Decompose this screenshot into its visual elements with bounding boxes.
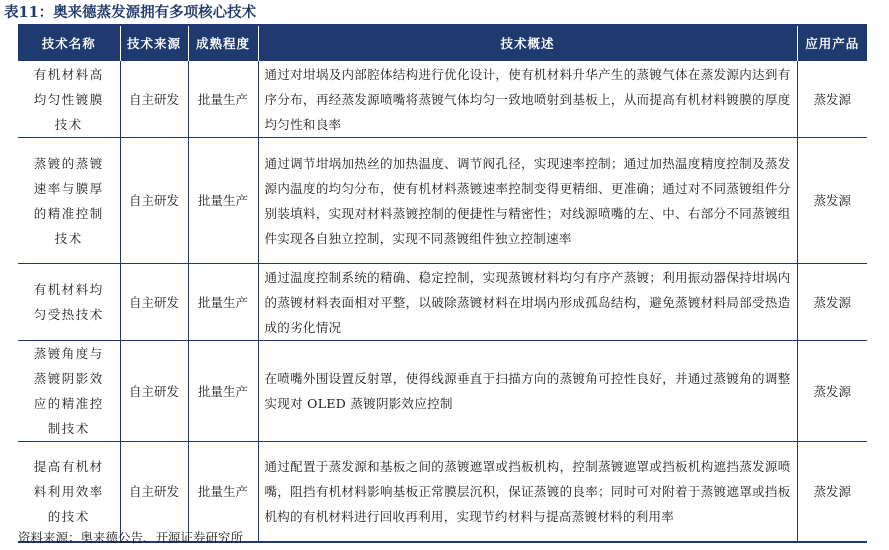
header-application: 应用产品 xyxy=(797,26,867,61)
tech-source-cell: 自主研发 xyxy=(120,138,188,264)
overview-cell: 通过对坩埚及内部腔体结构进行优化设计，使有机材料升华产生的蒸镀气体在蒸发源内达到有序分布，再经蒸发源喷嘴将蒸镀气体均匀一致地喷射到基板上，从而提高有机材料镀膜的厚度均匀性和良率 xyxy=(258,61,797,138)
overview-cell: 在喷嘴外围设置反射罩，使得线源垂直于扫描方向的蒸镀角可控性良好，并通过蒸镀角的调整实现对 OLED 蒸镀阴影效应控制 xyxy=(258,341,797,442)
core-technology-table xyxy=(18,26,867,543)
overview-cell: 通过配置于蒸发源和基板之间的蒸镀遮罩或挡板机构，控制蒸镀遮罩或挡板机构遮挡蒸发源喷嘴，阻挡有机材料影响基板正常膜层沉积，保证蒸镀的良率；同时可对附着于蒸镀遮罩或挡板机构的有机材料进行回收再利用，实现节约材料与提高蒸镀材料的利用率 xyxy=(258,442,797,542)
tech-source-cell: 自主研发 xyxy=(120,61,188,138)
overview-cell: 通过调节坩埚加热丝的加热温度、调节阀孔径，实现速率控制；通过加热温度精度控制及蒸发源内温度的均匀分布，使有机材料蒸镀速率控制变得更精细、更准确；通过对不同蒸镀组件分别装填料，实现对材料蒸镀控制的便捷性与精密性；对线源喷嘴的左、中、右部分不同蒸镀组件实现各自独立控制，实现不同蒸镀组件独立控制速率 xyxy=(258,138,797,264)
application-cell: 蒸发源 xyxy=(797,61,867,138)
tech-source-cell: 自主研发 xyxy=(120,341,188,442)
tech-name-cell: 提高有机材料利用效率的技术 xyxy=(18,442,120,542)
table-title: 表11：奥来德蒸发源拥有多项核心技术 xyxy=(4,4,257,21)
maturity-cell: 批量生产 xyxy=(188,138,258,264)
overview-cell: 通过温度控制系统的精确、稳定控制，实现蒸镀材料均匀有序产蒸镀；利用振动器保持坩埚内的蒸镀材料表面相对平整，以破除蒸镀材料在坩埚内形成孤岛结构，避免蒸镀材料局部受热造成的劣化情况 xyxy=(258,264,797,341)
tech-name-cell: 有机材料高均匀性镀膜技术 xyxy=(18,61,120,138)
maturity-cell: 批量生产 xyxy=(188,264,258,341)
application-cell: 蒸发源 xyxy=(797,341,867,442)
tech-name-cell: 有机材料均匀受热技术 xyxy=(18,264,120,341)
maturity-cell: 批量生产 xyxy=(188,442,258,542)
maturity-cell: 批量生产 xyxy=(188,341,258,442)
maturity-cell: 批量生产 xyxy=(188,61,258,138)
tech-name-cell: 蒸镀角度与蒸镀阴影效应的精准控制技术 xyxy=(18,341,120,442)
application-cell: 蒸发源 xyxy=(797,138,867,264)
source-note: 资料来源：奥来德公告、开源证券研究所 xyxy=(18,530,244,545)
application-cell: 蒸发源 xyxy=(797,442,867,542)
table-row xyxy=(18,442,867,542)
header-maturity: 成熟程度 xyxy=(188,26,258,61)
table-row xyxy=(18,264,867,341)
application-cell: 蒸发源 xyxy=(797,264,867,341)
header-tech-name: 技术名称 xyxy=(18,26,120,61)
tech-source-cell: 自主研发 xyxy=(120,264,188,341)
header-tech-source: 技术来源 xyxy=(120,26,188,61)
table-row xyxy=(18,61,867,138)
tech-source-cell: 自主研发 xyxy=(120,442,188,542)
header-row xyxy=(18,26,867,61)
header-overview: 技术概述 xyxy=(258,26,797,61)
tech-name-cell: 蒸镀的蒸镀速率与膜厚的精准控制技术 xyxy=(18,138,120,264)
table-row xyxy=(18,341,867,442)
table-row xyxy=(18,138,867,264)
